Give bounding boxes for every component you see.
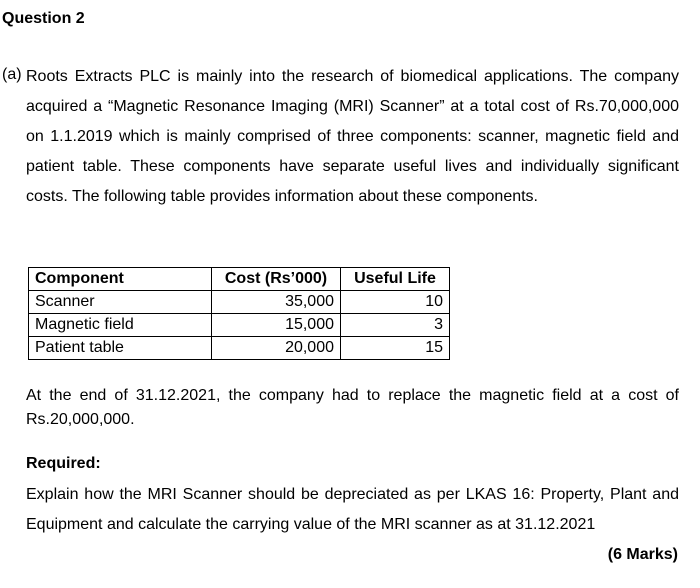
component-cost: 35,000 xyxy=(212,291,341,314)
required-heading: Required: xyxy=(26,455,101,472)
component-life: 15 xyxy=(341,337,450,360)
part-label: (a) xyxy=(2,66,22,83)
question-title: Question 2 xyxy=(2,10,85,27)
table-header-row xyxy=(29,268,450,291)
component-cost: 15,000 xyxy=(212,314,341,337)
component-cost: 20,000 xyxy=(212,337,341,360)
header-useful-life: Useful Life xyxy=(341,268,450,291)
header-component: Component xyxy=(29,268,212,291)
table-row xyxy=(29,314,450,337)
replacement-note: At the end of 31.12.2021, the company had to replace the magnetic field at a cost of Rs.20,000,000. xyxy=(26,387,679,428)
required-text: Explain how the MRI Scanner should be depreciated as per LKAS 16: Property, Plant and Equipment and calculate the carrying value of the MRI scanner as at 31.12.2021 xyxy=(26,486,679,533)
question-intro: Roots Extracts PLC is mainly into the research of biomedical applications. The company acquired a “Magnetic Resonance Imaging (MRI) Scanner” at a total cost of Rs.70,000,000 on 1.1.2019 which is mainly comprised of three components: scanner, magnetic field and patient table. These components have separate useful lives and individually significant costs. The following table provides information about these components. xyxy=(26,68,679,205)
component-life: 10 xyxy=(341,291,450,314)
component-name: Scanner xyxy=(29,291,212,314)
table-row xyxy=(29,291,450,314)
component-life: 3 xyxy=(341,314,450,337)
table-row xyxy=(29,337,450,360)
component-name: Patient table xyxy=(29,337,212,360)
marks-label: (6 Marks) xyxy=(607,546,678,563)
components-table xyxy=(28,267,450,360)
header-cost: Cost (Rs’000) xyxy=(212,268,341,291)
component-name: Magnetic field xyxy=(29,314,212,337)
